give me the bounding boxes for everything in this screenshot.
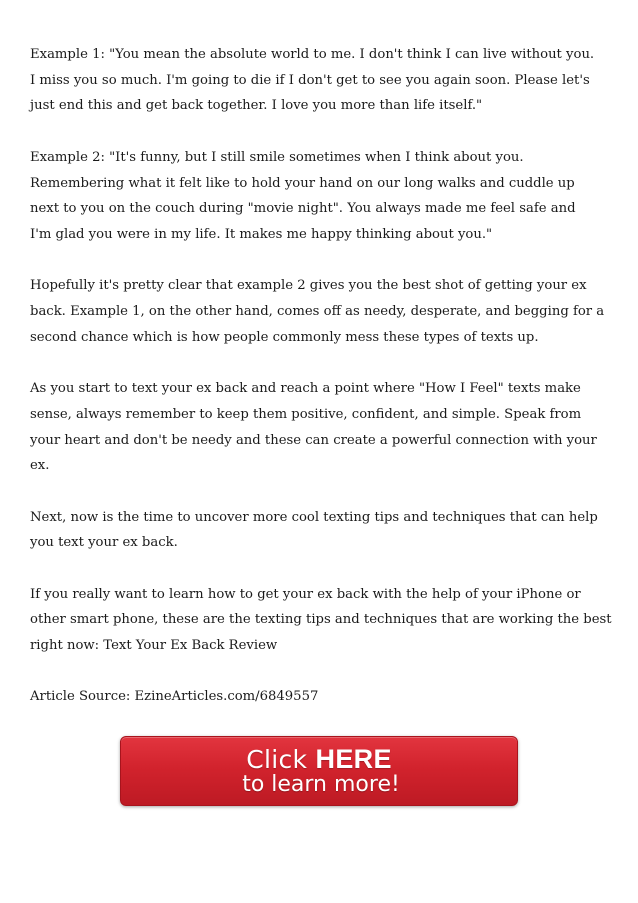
cta-headline	[246, 743, 392, 774]
text-line: ex.	[30, 458, 50, 474]
paragraph-example-2	[30, 145, 590, 248]
text-line: sense, always remember to keep them positive, confident, and simple. Speak from	[30, 406, 582, 422]
text-line: just end this and get back together. I love you more than life itself."	[30, 98, 483, 114]
text-line: Next, now is the time to uncover more cool texting tips and techniques that can help	[30, 509, 598, 525]
paragraph-advice	[30, 376, 597, 479]
paragraph-comparison	[30, 273, 605, 350]
text-line: I'm glad you were in my life. It makes me happy thinking about you."	[30, 226, 493, 242]
paragraph-closing	[30, 582, 612, 659]
text-line: I miss you so much. I'm going to die if I don't get to see you again soon. Please let's	[30, 72, 590, 88]
text-line: Hopefully it's pretty clear that example 2 gives you the best shot of getting your ex	[30, 278, 587, 294]
text-line: next to you on the couch during "movie night". You always made me feel safe and	[30, 201, 576, 217]
text-line: back. Example 1, on the other hand, comes off as needy, desperate, and begging for a	[30, 304, 605, 319]
cta-emphasis: HERE	[315, 743, 392, 774]
text-line: Example 2: "It's funny, but I still smile sometimes when I think about you.	[30, 149, 524, 165]
click-here-button[interactable]	[120, 736, 518, 806]
text-line: your heart and don't be needy and these can create a powerful connection with your	[30, 432, 597, 448]
text-line: If you really want to learn how to get your ex back with the help of your iPhone or	[30, 586, 581, 602]
cta-banner	[120, 736, 518, 806]
cta-subline: to learn more!	[242, 771, 400, 797]
article-body	[30, 42, 612, 710]
paragraph-example-1	[30, 42, 595, 119]
text-line: As you start to text your ex back and reach a point where "How I Feel" texts make	[30, 381, 581, 397]
text-line: right now: Text Your Ex Back Review	[30, 638, 278, 654]
text-line: you text your ex back.	[30, 535, 178, 551]
article-source: Article Source: EzineArticles.com/6849557	[30, 689, 319, 705]
text-line: Remembering what it felt like to hold your hand on our long walks and cuddle up	[30, 175, 575, 191]
paragraph-next	[30, 505, 598, 556]
text-line: Example 1: "You mean the absolute world to me. I don't think I can live without you.	[30, 47, 595, 62]
text-line: second chance which is how people commonly mess these types of texts up.	[30, 329, 539, 345]
text-line: other smart phone, these are the texting tips and techniques that are working the best	[30, 612, 612, 628]
cta-prefix: Click	[246, 744, 316, 774]
